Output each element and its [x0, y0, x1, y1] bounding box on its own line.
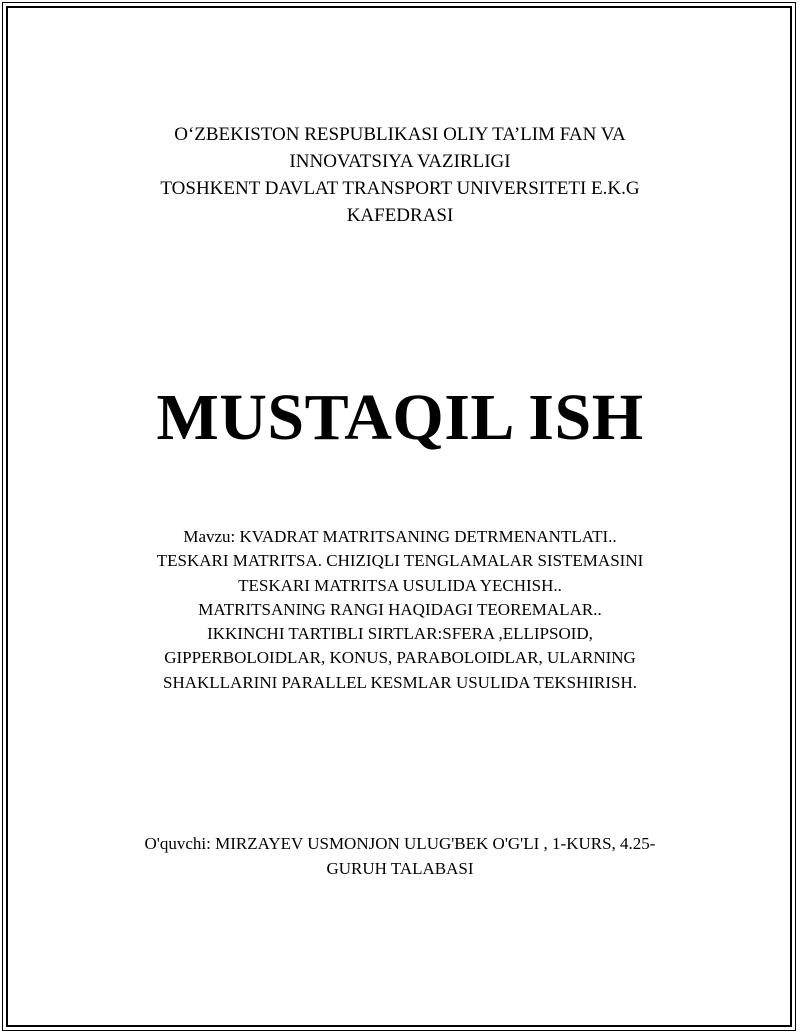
header-line-1: O‘ZBEKISTON RESPUBLIKASI OLIY TA’LIM FAN VA [174, 124, 626, 145]
header-line-2: INNOVATSIYA VAZIRLIGI [289, 151, 511, 172]
header-line-3: TOSHKENT DAVLAT TRANSPORT UNIVERSITETI E.K.G [160, 178, 640, 199]
topic-line-3: TESKARI MATRITSA USULIDA YECHISH.. [238, 575, 562, 595]
header-line-4: KAFEDRASI [346, 205, 454, 226]
topic-block [60, 525, 740, 695]
student-info [60, 832, 740, 881]
topic-line-2: TESKARI MATRITSA. CHIZIQLI TENGLAMALAR SISTEMASINI [156, 551, 644, 571]
topic-line-1: Mavzu: KVADRAT MATRITSANING DETRMENANTLATI.. [183, 527, 617, 546]
topic-line-7: SHAKLLARINI PARALLEL KESMLAR USULIDA TEKSHIRISH. [163, 672, 637, 692]
document-title: MUSTAQIL ISH [156, 381, 644, 454]
topic-line-6: GIPPERBOLOIDLAR, KONUS, PARABOLOIDLAR, ULARNING [164, 648, 636, 668]
ministry-header [60, 121, 740, 229]
topic-line-4: MATRITSANING RANGI HAQIDAGI TEOREMALAR.. [198, 599, 602, 619]
topic-line-5: IKKINCHI TARTIBLI SIRTLAR:SFERA ,ELLIPSOID, [207, 624, 593, 644]
student-line-2: GURUH TALABASI [326, 858, 474, 878]
student-line-1: O'quvchi: MIRZAYEV USMONJON ULUG'BEK O'G'LI , 1-KURS, 4.25- [144, 834, 656, 853]
